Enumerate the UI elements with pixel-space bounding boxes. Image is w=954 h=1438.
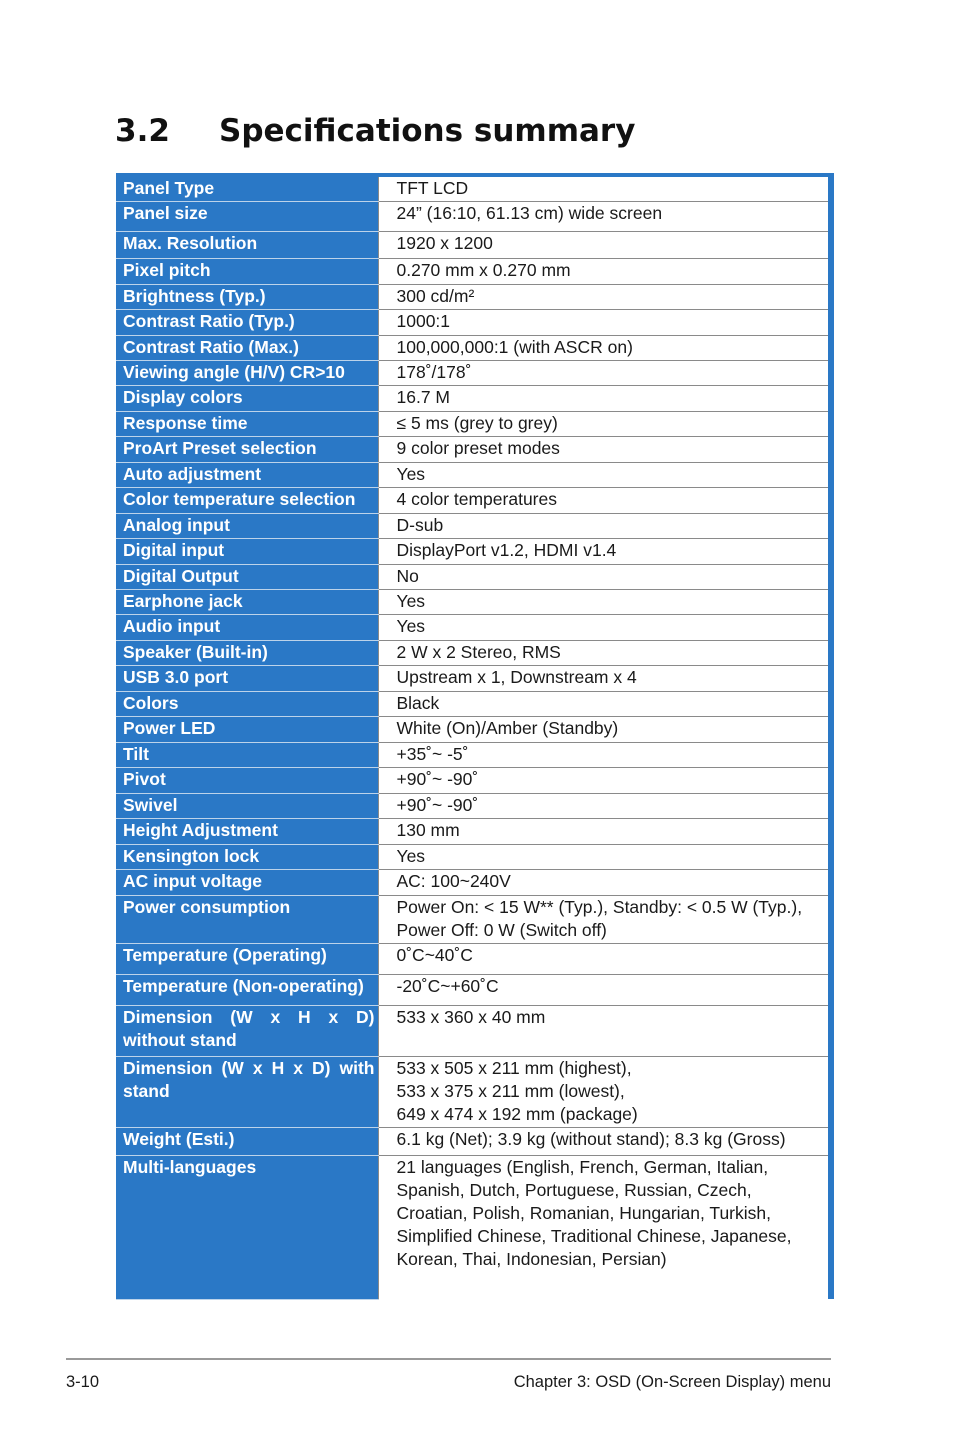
- spec-label: Dimension (W x H x D) with stand: [116, 1056, 378, 1127]
- table-row: [116, 513, 831, 538]
- footer-divider: [66, 1358, 831, 1360]
- spec-label: Contrast Ratio (Typ.): [116, 309, 378, 335]
- spec-label: Auto adjustment: [116, 462, 378, 487]
- spec-value: +90˚~ -90˚: [378, 767, 831, 793]
- table-row: [116, 1005, 831, 1056]
- table-row: [116, 742, 831, 767]
- spec-value: Power On: < 15 W** (Typ.), Standby: < 0.5 W (Typ.), Power Off: 0 W (Switch off): [378, 895, 831, 943]
- spec-label: Pivot: [116, 767, 378, 793]
- spec-label: Response time: [116, 411, 378, 436]
- spec-value: 0.270 mm x 0.270 mm: [378, 258, 831, 284]
- spec-label: Digital input: [116, 538, 378, 564]
- spec-value: 533 x 360 x 40 mm: [378, 1005, 831, 1056]
- spec-value: 533 x 505 x 211 mm (highest), 533 x 375 x 211 mm (lowest), 649 x 474 x 192 mm (package): [378, 1056, 831, 1127]
- spec-value: Yes: [378, 462, 831, 487]
- spec-label: Audio input: [116, 614, 378, 640]
- table-row: [116, 974, 831, 1005]
- spec-label: Analog input: [116, 513, 378, 538]
- spec-label: Height Adjustment: [116, 818, 378, 844]
- spec-value: 6.1 kg (Net); 3.9 kg (without stand); 8.3 kg (Gross): [378, 1127, 831, 1155]
- table-row: [116, 1155, 831, 1299]
- table-row: [116, 231, 831, 258]
- spec-label: AC input voltage: [116, 869, 378, 895]
- table-row: [116, 258, 831, 284]
- spec-label: Panel Type: [116, 175, 378, 201]
- spec-value: 0˚C~40˚C: [378, 943, 831, 974]
- spec-value: White (On)/Amber (Standby): [378, 716, 831, 742]
- table-row: [116, 360, 831, 385]
- spec-label: Pixel pitch: [116, 258, 378, 284]
- table-row: [116, 665, 831, 691]
- section-number: 3.2: [115, 113, 170, 149]
- spec-value: -20˚C~+60˚C: [378, 974, 831, 1005]
- spec-value: 178˚/178˚: [378, 360, 831, 385]
- spec-label: Colors: [116, 691, 378, 716]
- spec-label: ProArt Preset selection: [116, 436, 378, 462]
- spec-label: Kensington lock: [116, 844, 378, 869]
- spec-value: AC: 100~240V: [378, 869, 831, 895]
- spec-label: Power consumption: [116, 895, 378, 943]
- spec-value: +35˚~ -5˚: [378, 742, 831, 767]
- table-row: [116, 538, 831, 564]
- table-row: [116, 385, 831, 411]
- table-row: [116, 589, 831, 614]
- spec-label: Display colors: [116, 385, 378, 411]
- table-row: [116, 175, 831, 201]
- table-row: [116, 284, 831, 309]
- spec-value: 130 mm: [378, 818, 831, 844]
- table-row: [116, 309, 831, 335]
- table-row: [116, 691, 831, 716]
- spec-value: TFT LCD: [378, 175, 831, 201]
- spec-label: Dimension (W x H x D) without stand: [116, 1005, 378, 1056]
- table-row: [116, 793, 831, 818]
- table-row: [116, 716, 831, 742]
- spec-value: Black: [378, 691, 831, 716]
- spec-value: Yes: [378, 844, 831, 869]
- spec-value: 9 color preset modes: [378, 436, 831, 462]
- spec-label: Temperature (Operating): [116, 943, 378, 974]
- spec-label: Weight (Esti.): [116, 1127, 378, 1155]
- specifications-table-body: [116, 175, 831, 1299]
- section-heading: [115, 113, 635, 149]
- spec-label: Panel size: [116, 201, 378, 231]
- spec-label: Earphone jack: [116, 589, 378, 614]
- spec-label: Contrast Ratio (Max.): [116, 335, 378, 360]
- table-row: [116, 640, 831, 665]
- spec-label: USB 3.0 port: [116, 665, 378, 691]
- table-row: [116, 614, 831, 640]
- table-row: [116, 943, 831, 974]
- spec-value: ≤ 5 ms (grey to grey): [378, 411, 831, 436]
- table-row: [116, 411, 831, 436]
- spec-value: 1920 x 1200: [378, 231, 831, 258]
- chapter-title: Chapter 3: OSD (On-Screen Display) menu: [513, 1373, 831, 1391]
- spec-value: Yes: [378, 589, 831, 614]
- spec-value: 1000:1: [378, 309, 831, 335]
- spec-value: 2 W x 2 Stereo, RMS: [378, 640, 831, 665]
- spec-label: Digital Output: [116, 564, 378, 589]
- table-row: [116, 564, 831, 589]
- specifications-table: [116, 173, 834, 1300]
- table-row: [116, 436, 831, 462]
- spec-label: Temperature (Non-operating): [116, 974, 378, 1005]
- spec-label: Multi-languages: [116, 1155, 378, 1299]
- spec-value: 24” (16:10, 61.13 cm) wide screen: [378, 201, 831, 231]
- spec-value: Yes: [378, 614, 831, 640]
- table-row: [116, 487, 831, 513]
- spec-value: +90˚~ -90˚: [378, 793, 831, 818]
- spec-label: Max. Resolution: [116, 231, 378, 258]
- table-row: [116, 201, 831, 231]
- table-row: [116, 462, 831, 487]
- spec-value: D-sub: [378, 513, 831, 538]
- table-row: [116, 844, 831, 869]
- spec-label: Power LED: [116, 716, 378, 742]
- spec-label: Color temperature selection: [116, 487, 378, 513]
- table-row: [116, 1056, 831, 1127]
- spec-value: 300 cd/m²: [378, 284, 831, 309]
- table-row: [116, 335, 831, 360]
- spec-value: 16.7 M: [378, 385, 831, 411]
- spec-value: No: [378, 564, 831, 589]
- spec-value: 100,000,000:1 (with ASCR on): [378, 335, 831, 360]
- spec-label: Swivel: [116, 793, 378, 818]
- spec-value: DisplayPort v1.2, HDMI v1.4: [378, 538, 831, 564]
- spec-value: Upstream x 1, Downstream x 4: [378, 665, 831, 691]
- table-row: [116, 767, 831, 793]
- spec-label: Brightness (Typ.): [116, 284, 378, 309]
- table-row: [116, 1127, 831, 1155]
- section-title: Specifications summary: [219, 113, 636, 149]
- spec-value: 4 color temperatures: [378, 487, 831, 513]
- table-row: [116, 869, 831, 895]
- spec-label: Viewing angle (H/V) CR>10: [116, 360, 378, 385]
- spec-value: 21 languages (English, French, German, Italian, Spanish, Dutch, Portuguese, Russian, Czech, Croatian, Polish, Romanian, Hungarian, Turkish, Simplified Chinese, Traditional Chinese, Japanese, Korean, Thai, Indonesian, Persian): [378, 1155, 831, 1299]
- spec-label: Tilt: [116, 742, 378, 767]
- page-number: 3-10: [66, 1373, 100, 1391]
- table-row: [116, 818, 831, 844]
- table-row: [116, 895, 831, 943]
- spec-label: Speaker (Built-in): [116, 640, 378, 665]
